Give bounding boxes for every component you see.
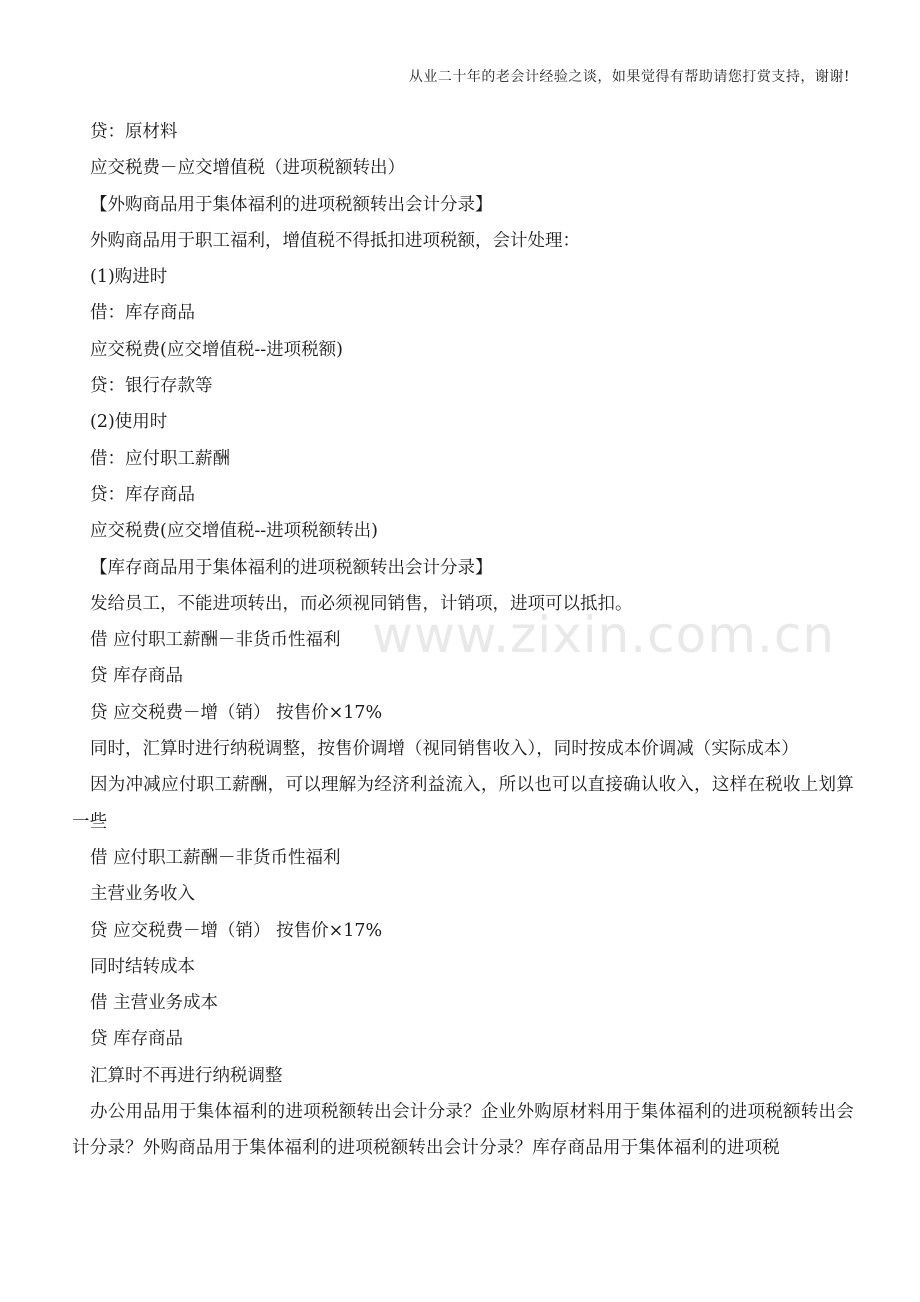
text-line: 贷 库存商品: [90, 1029, 184, 1050]
text-line: 贷：原材料: [90, 122, 178, 142]
text-line: 发给员工，不能进项转出，而必须视同销售，计销项，进项可以抵扣。: [90, 593, 633, 614]
text-line: 应交税费(应交增值税--进项税额转出): [90, 521, 378, 542]
text-line: 同时，汇算时进行纳税调整，按售价调增（视同销售收入），同时按成本价调减（实际成本）: [90, 739, 799, 760]
text-line: 贷 应交税费－增（销） 按售价×17%: [90, 920, 383, 941]
text-line: 贷 应交税费－增（销） 按售价×17%: [90, 702, 383, 723]
text-line: (2)使用时: [90, 412, 168, 433]
text-line: 借：应付职工薪酬: [90, 448, 230, 469]
watermark: www.zixin.com.cn: [372, 606, 836, 664]
header-note: 从业二十年的老会计经验之谈，如果觉得有帮助请您打赏支持，谢谢!: [408, 69, 850, 85]
text-line: 主营业务收入: [90, 884, 195, 905]
text-line: 外购商品用于职工福利，增值税不得抵扣进项税额，会计处理：: [90, 230, 580, 251]
section-heading: 【外购商品用于集体福利的进项税额转出会计分录】: [90, 194, 493, 215]
text-line: 同时结转成本: [90, 956, 195, 977]
paragraph: 办公用品用于集体福利的进项税额转出会计分录？企业外购原材料用于集体福利的进项税额转出会计分录？外购商品用于集体福利的进项税额转出会计分录？库存商品用于集体福利的进项税: [72, 1102, 854, 1159]
text-line: 应交税费(应交增值税--进项税额): [90, 339, 343, 360]
text-line: 贷：银行存款等: [90, 376, 213, 397]
text-line: 汇算时不再进行纳税调整: [90, 1065, 283, 1086]
text-line: 借 应付职工薪酬－非货币性福利: [90, 630, 341, 651]
text-line: 贷 库存商品: [90, 666, 184, 687]
text-line: 借 主营业务成本: [90, 993, 219, 1014]
section-heading: 【库存商品用于集体福利的进项税额转出会计分录】: [90, 557, 493, 578]
text-line: 应交税费－应交增值税（进项税额转出）: [90, 158, 405, 179]
text-line: 贷：库存商品: [90, 484, 195, 505]
document-body: [72, 114, 854, 1167]
text-line: 借 应付职工薪酬－非货币性福利: [90, 847, 341, 868]
text-line: 借：库存商品: [90, 303, 195, 324]
text-line: (1)购进时: [90, 267, 168, 288]
paragraph: 因为冲减应付职工薪酬，可以理解为经济利益流入，所以也可以直接确认收入，这样在税收上划算一些: [72, 775, 854, 832]
